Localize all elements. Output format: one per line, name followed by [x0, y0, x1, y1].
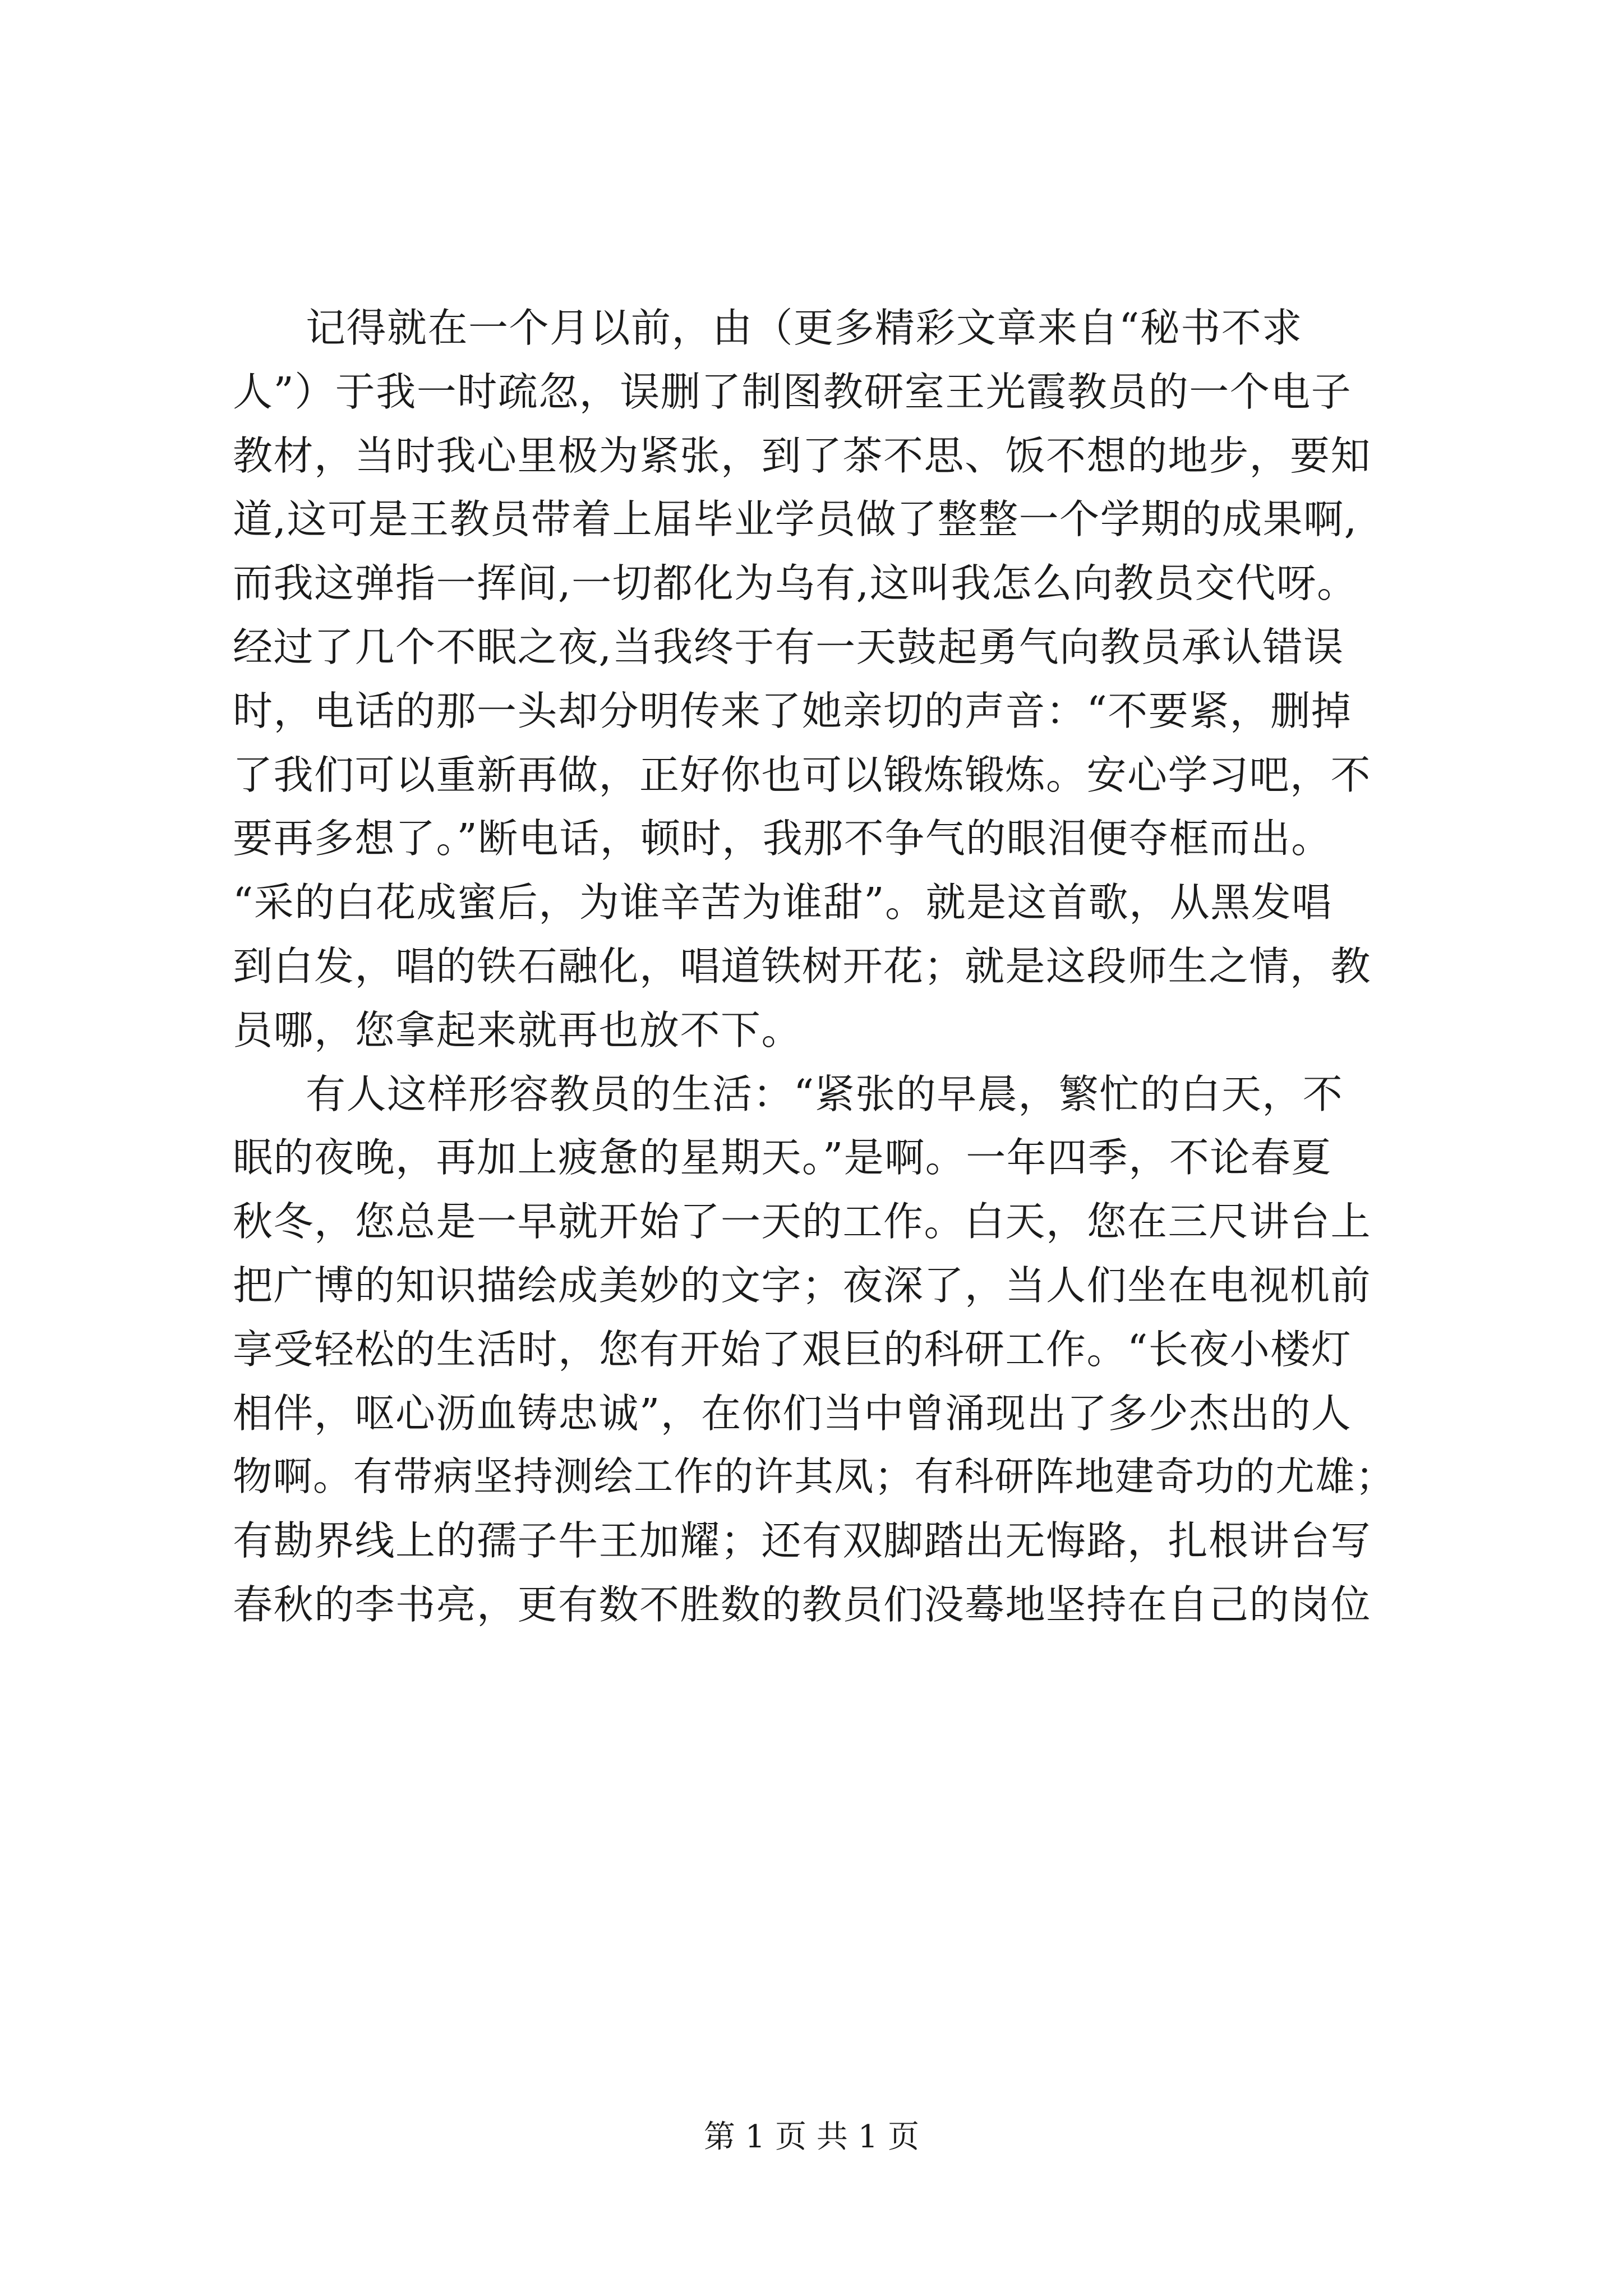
paragraph-1-line: 人”）于我一时疏忽，误删了制图教研室王光霞教员的一个电子 — [233, 368, 1352, 415]
body-text — [233, 296, 1410, 1637]
page-footer — [0, 2115, 1623, 2160]
paragraph-1-line: 员哪，您拿起来就再也放不下。 — [233, 1006, 803, 1053]
page-number-label: 第 1 页 共 1 页 — [703, 2119, 920, 2155]
paragraph-1-line: 时，电话的那一头却分明传来了她亲切的声音：“不要紧，删掉 — [233, 687, 1352, 734]
paragraph-2-line: 相伴，呕心沥血铸忠诚”，在你们当中曾涌现出了多少杰出的人 — [233, 1389, 1352, 1437]
paragraph-1-line: 到白发，唱的铁石融化，唱道铁树开花；就是这段师生之情，教 — [233, 942, 1372, 990]
paragraph-1-line: 道,这可是王教员带着上届毕业学员做了整整一个学期的成果啊, — [233, 496, 1358, 543]
paragraph-2-line: 享受轻松的生活时，您有开始了艰巨的科研工作。“长夜小楼灯 — [233, 1326, 1352, 1373]
paragraph-2-line: 物啊。有带病坚持测绘工作的许其凤；有科研阵地建奇功的尤雄； — [233, 1453, 1396, 1500]
paragraph-2-line: 秋冬，您总是一早就开始了一天的工作。白天，您在三尺讲台上 — [233, 1198, 1372, 1245]
paragraph-2-line: 把广博的知识描绘成美妙的文字；夜深了，当人们坐在电视机前 — [233, 1262, 1372, 1309]
paragraph-1-line: “采的白花成蜜后，为谁辛苦为谁甜”。就是这首歌，从黑发唱 — [233, 879, 1332, 926]
paragraph-1-line: 而我这弹指一挥间,一切都化为乌有,这叫我怎么向教员交代呀。 — [233, 560, 1358, 607]
paragraph-1-line: 教材，当时我心里极为紧张，到了茶不思、饭不想的地步，要知 — [233, 432, 1372, 479]
paragraph-2-line: 春秋的李书亮，更有数不胜数的教员们没蓦地坚持在自己的岗位 — [233, 1581, 1372, 1628]
paragraph-2-line: 眠的夜晚，再加上疲惫的星期天。”是啊。一年四季，不论春夏 — [233, 1134, 1332, 1181]
paragraph-1-line: 经过了几个不眠之夜,当我终于有一天鼓起勇气向教员承认错误 — [233, 623, 1344, 670]
paragraph-2-line: 有勘界线上的孺子牛王加耀；还有双脚踏出无悔路，扎根讲台写 — [233, 1517, 1372, 1565]
paragraph-2-line: 有人这样形容教员的生活：“紧张的早晨，繁忙的白天，不 — [306, 1070, 1344, 1117]
paragraph-1-line: 了我们可以重新再做，正好你也可以锻炼锻炼。安心学习吧，不 — [233, 751, 1372, 798]
paragraph-1-line: 要再多想了。”断电话，顿时，我那不争气的眼泪便夺框而出。 — [233, 815, 1332, 862]
paragraph-1-line: 记得就在一个月以前，由（更多精彩文章来自“秘书不求 — [306, 305, 1303, 351]
